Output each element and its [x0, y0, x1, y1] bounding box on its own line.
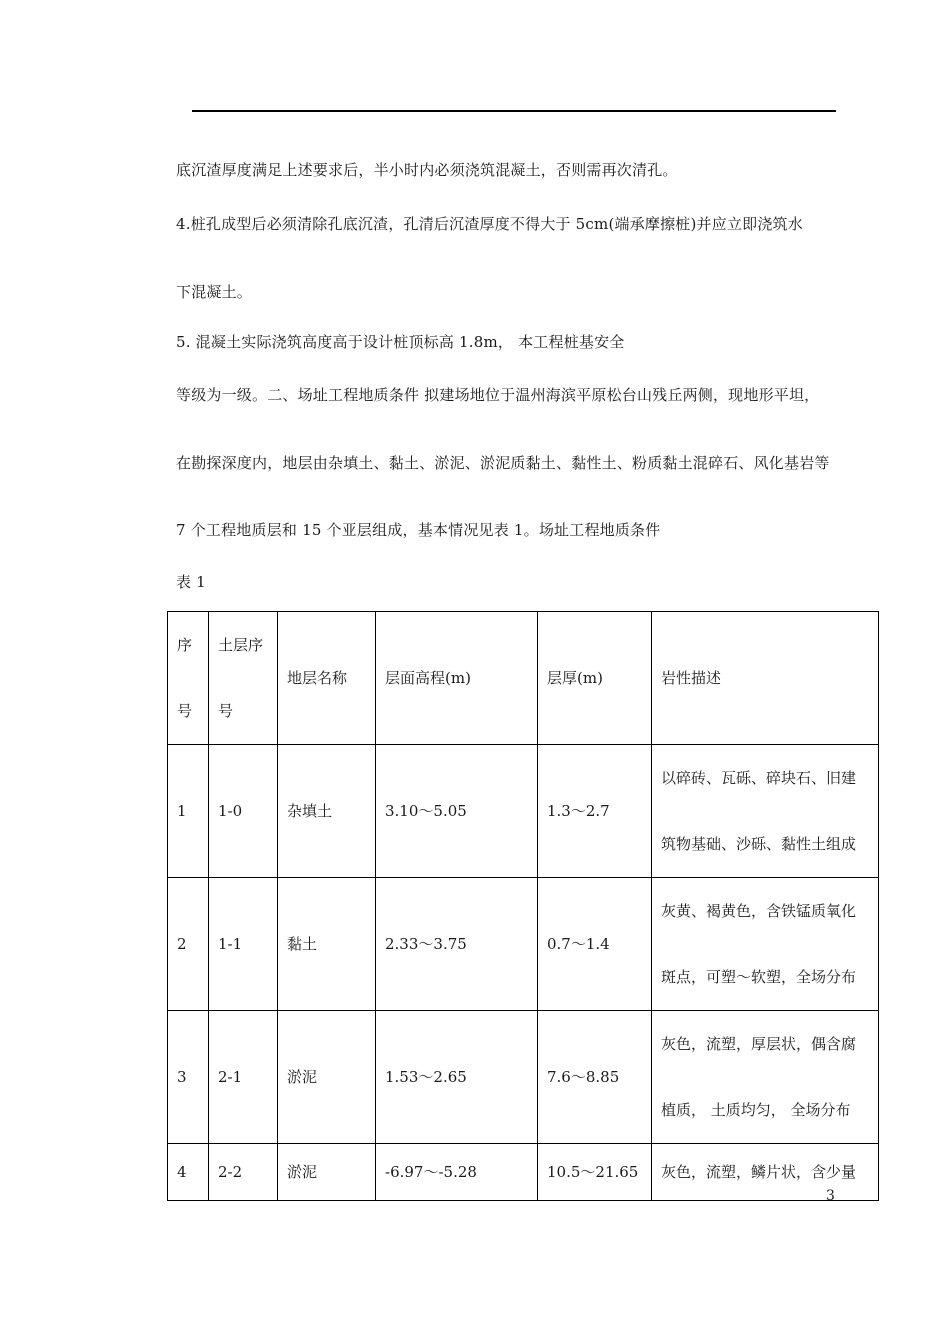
paragraph-line: 4.桩孔成型后必须清除孔底沉渣，孔清后沉渣厚度不得大于 5cm(端承摩擦桩)并应立即浇筑水	[176, 215, 803, 233]
cell-elevation: 2.33～3.75	[376, 878, 538, 1011]
cell-layer-no: 1-0	[209, 745, 278, 878]
cell-layer-name: 淤泥	[278, 1011, 376, 1144]
table-row	[168, 745, 879, 878]
cell-seq: 3	[168, 1011, 209, 1144]
cell-seq: 1	[168, 745, 209, 878]
header-description: 岩性描述	[652, 612, 879, 745]
table-row	[168, 878, 879, 1011]
cell-description: 灰色，流塑，厚层状，偶含腐 植质， 土质均匀， 全场分布	[652, 1011, 879, 1144]
cell-description: 以碎砖、瓦砾、碎块石、旧建 筑物基础、沙砾、黏性土组成	[652, 745, 879, 878]
cell-seq: 4	[168, 1144, 209, 1201]
table-header-row	[168, 612, 879, 745]
page-number: 3	[826, 1188, 835, 1204]
header-elevation: 层面高程(m)	[376, 612, 538, 745]
header-thickness: 层厚(m)	[538, 612, 652, 745]
paragraph-line: 在勘探深度内，地层由杂填土、黏土、淤泥、淤泥质黏土、黏性土、粉质黏土混碎石、风化基岩等	[176, 454, 830, 472]
cell-elevation: 3.10～5.05	[376, 745, 538, 878]
table-row	[168, 1144, 879, 1201]
cell-layer-name: 杂填土	[278, 745, 376, 878]
table-row	[168, 1011, 879, 1144]
cell-seq: 2	[168, 878, 209, 1011]
cell-layer-no: 2-1	[209, 1011, 278, 1144]
cell-description: 灰色，流塑，鳞片状，含少量	[652, 1144, 879, 1201]
cell-layer-name: 黏土	[278, 878, 376, 1011]
table-caption: 表 1	[176, 573, 206, 591]
header-seq: 序 号	[168, 612, 209, 745]
cell-elevation: 1.53～2.65	[376, 1011, 538, 1144]
paragraph-line: 5. 混凝土实际浇筑高度高于设计桩顶标高 1.8m， 本工程桩基安全	[176, 333, 625, 351]
cell-layer-name: 淤泥	[278, 1144, 376, 1201]
geology-table	[167, 611, 879, 1201]
header-layer-name: 地层名称	[278, 612, 376, 745]
paragraph-line: 下混凝土。	[176, 283, 253, 301]
cell-thickness: 1.3～2.7	[538, 745, 652, 878]
paragraph-line: 底沉渣厚度满足上述要求后，半小时内必须浇筑混凝土，否则需再次清孔。	[176, 161, 678, 179]
header-rule	[192, 110, 836, 112]
cell-elevation: -6.97～-5.28	[376, 1144, 538, 1201]
header-layer-no: 土层序 号	[209, 612, 278, 745]
cell-description: 灰黄、褐黄色，含铁锰质氧化 斑点，可塑～软塑，全场分布	[652, 878, 879, 1011]
cell-thickness: 10.5～21.65	[538, 1144, 652, 1201]
paragraph-line: 7 个工程地质层和 15 个亚层组成，基本情况见表 1。场址工程地质条件	[176, 521, 661, 539]
paragraph-line: 等级为一级。二、场址工程地质条件 拟建场地位于温州海滨平原松台山残丘两侧，现地形平坦，	[176, 386, 820, 404]
cell-layer-no: 1-1	[209, 878, 278, 1011]
cell-thickness: 0.7～1.4	[538, 878, 652, 1011]
cell-layer-no: 2-2	[209, 1144, 278, 1201]
cell-thickness: 7.6～8.85	[538, 1011, 652, 1144]
